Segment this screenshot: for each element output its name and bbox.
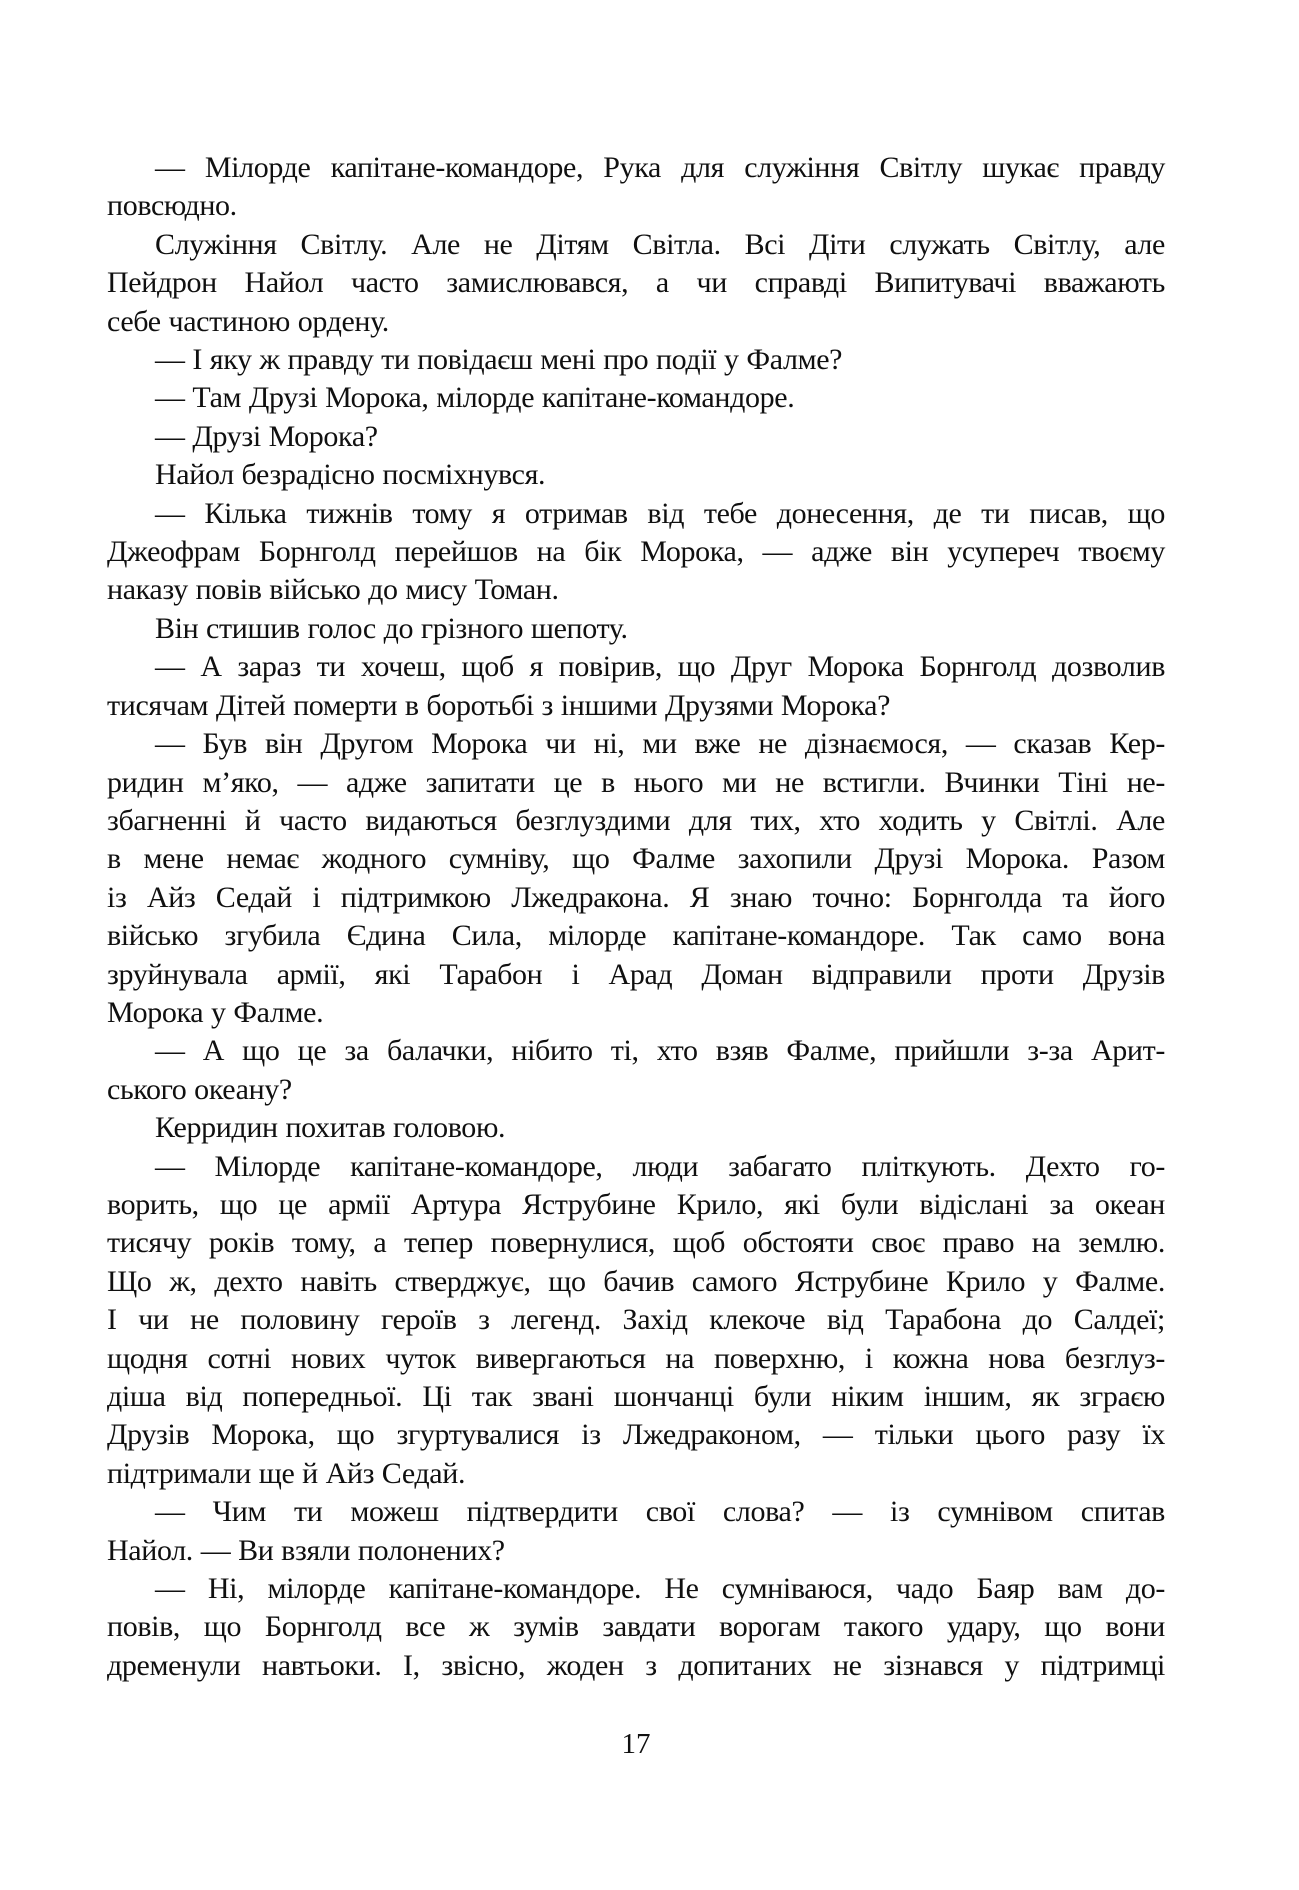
text-line: Що ж, дехто навіть стверджує, що бачив самого Яструбине Крило у Фалме. — [107, 1264, 1165, 1298]
text-line: повсюдно. — [107, 189, 237, 223]
text-line: себе частиною ордену. — [107, 304, 389, 338]
text-line: Морока у Фалме. — [107, 995, 324, 1029]
text-line: ворить, що це армії Артура Яструбине Крило, які були відіслані за океан — [107, 1187, 1165, 1221]
text-line: Служіння Світлу. Але не Дітям Світла. Всі Діти служать Світлу, але — [155, 227, 1165, 261]
page-number: 17 — [621, 1728, 651, 1760]
text-line: ридин м’яко, — адже запитати це в нього ми не встигли. Вчинки Тіні не- — [107, 765, 1165, 799]
text-line: із Айз Седай і підтримкою Лжедракона. Я знаю точно: Борнголда та його — [107, 880, 1165, 914]
text-line: наказу повів військо до мису Томан. — [107, 573, 559, 607]
text-line: — А зараз ти хочеш, щоб я повірив, що Друг Морока Борнголд дозволив — [155, 650, 1165, 684]
text-line: ського океану? — [107, 1072, 292, 1106]
text-line: Керридин похитав головою. — [155, 1111, 506, 1145]
text-line: Він стишив голос до грізного шепоту. — [155, 611, 628, 645]
text-line: — Ні, мілорде капітане-командоре. Не сумніваюся, чадо Баяр вам до- — [155, 1572, 1165, 1606]
text-line: — Мілорде капітане-командоре, люди забагато пліткують. Дехто го- — [155, 1149, 1165, 1183]
text-line: Друзів Морока, що згуртувалися із Лжедраконом, — тільки цього разу їх — [107, 1418, 1165, 1452]
text-line: тисячам Дітей померти в боротьбі з іншими Друзями Морока? — [107, 688, 891, 722]
text-line: діша від попередньої. Ці так звані шончанці були ніким іншим, як зграєю — [107, 1380, 1165, 1413]
page-text — [107, 149, 1165, 1685]
text-line: — Кілька тижнів тому я отримав від тебе донесення, де ти писав, що — [155, 496, 1165, 530]
text-line: військо згубила Єдина Сила, мілорде капітане-командоре. Так само вона — [107, 919, 1165, 953]
text-line: Найол. — Ви взяли полонених? — [107, 1533, 505, 1567]
text-line: Найол безрадісно посміхнувся. — [155, 458, 546, 492]
text-line: — І яку ж правду ти повідаєш мені про події у Фалме? — [155, 343, 843, 377]
text-line: — Був він Другом Морока чи ні, ми вже не дізнаємося, — сказав Кер- — [155, 727, 1165, 761]
text-line: І чи не половину героїв з легенд. Захід клекоче від Тарабона до Салдеї; — [107, 1303, 1165, 1337]
text-line: тисячу років тому, а тепер повернулися, щоб обстояти своє право на землю. — [107, 1226, 1165, 1260]
text-line: зруйнувала армії, які Тарабон і Арад Доман відправили проти Друзів — [107, 957, 1165, 991]
text-line: повів, що Борнголд все ж зумів завдати ворогам такого удару, що вони — [107, 1610, 1165, 1644]
text-line: підтримали ще й Айз Седай. — [107, 1456, 466, 1490]
text-line: дременули навтьоки. І, звісно, жоден з допитаних не зізнався у підтримці — [107, 1648, 1165, 1682]
text-line: збагненні й часто видаються безглуздими для тих, хто ходить у Світлі. Але — [107, 803, 1165, 837]
text-line: в мене немає жодного сумніву, що Фалме захопили Друзі Морока. Разом — [107, 842, 1165, 876]
text-line: — Мілорде капітане-командоре, Рука для служіння Світлу шукає правду — [155, 151, 1165, 184]
text-line: щодня сотні нових чуток вивергаються на поверхню, і кожна нова безглуз- — [107, 1341, 1165, 1375]
text-line: — Там Друзі Морока, мілорде капітане-командоре. — [155, 381, 795, 415]
text-line: — Чим ти можеш підтвердити свої слова? — із сумнівом спитав — [155, 1495, 1165, 1529]
text-line: — А що це за балачки, нібито ті, хто взяв Фалме, прийшли з-за Арит- — [155, 1034, 1165, 1068]
text-line: Джеофрам Борнголд перейшов на бік Морока, — адже він усупереч твоєму — [107, 535, 1165, 569]
text-line: Пейдрон Найол часто замислювався, а чи справді Випитувачі вважають — [107, 266, 1165, 300]
text-line: — Друзі Морока? — [155, 419, 378, 453]
